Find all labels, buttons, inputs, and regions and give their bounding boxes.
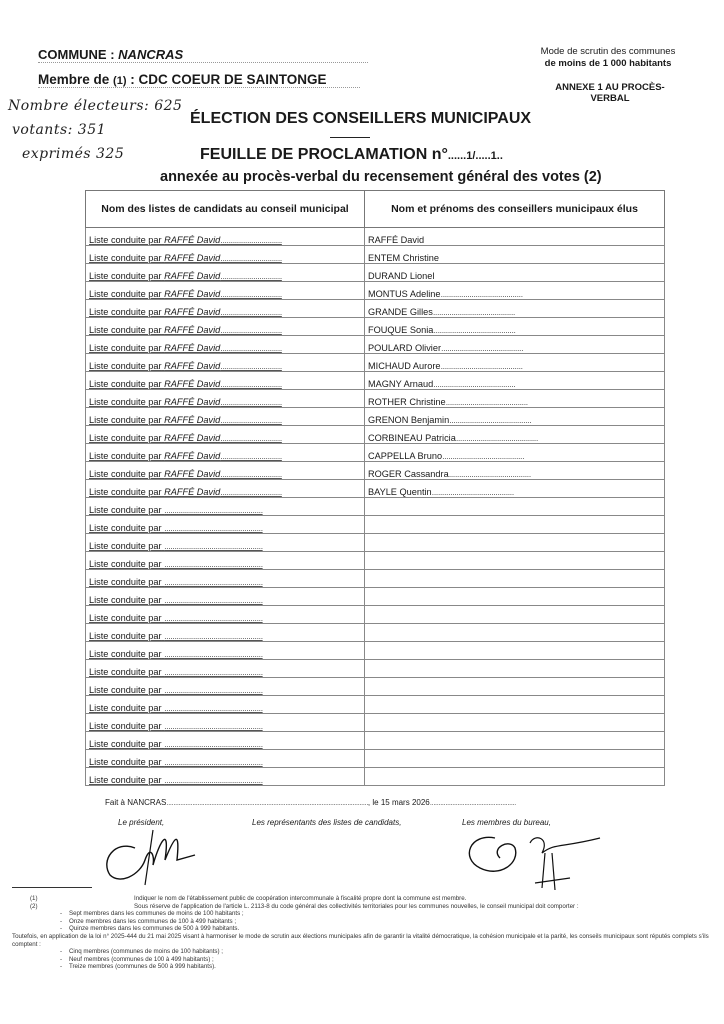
dotted-leader: ................................................ <box>164 649 263 659</box>
dotted-leader: .............................. <box>220 271 282 281</box>
dotted-leader: .............................. <box>220 379 282 389</box>
dotted-leader: .............................. <box>220 415 282 425</box>
elected-cell <box>365 696 665 714</box>
table-row <box>86 390 665 408</box>
dotted-leader: ........................................ <box>455 433 538 443</box>
elected-cell <box>365 336 665 354</box>
dotted-leader: ................................................ <box>164 703 263 713</box>
bullet-text: Onze membres dans les communes de 100 à 499 habitants ; <box>68 917 237 925</box>
mode-scrutin <box>528 46 688 70</box>
elected-name: DURAND Lionel <box>368 271 435 281</box>
list-head-name: RAFFÉ David <box>164 451 221 461</box>
dotted-leader: .............................. <box>220 325 282 335</box>
dotted-leader: .............................. <box>220 451 282 461</box>
membre-field: Membre de (1) : CDC COEUR DE SAINTONGE <box>38 72 360 88</box>
list-prefix: Liste conduite par <box>89 415 162 425</box>
table-row <box>86 282 665 300</box>
elected-name: POULARD Olivier <box>368 343 442 353</box>
dotted-leader: ................................................ <box>164 685 263 695</box>
list-head-name: RAFFÉ David <box>164 379 221 389</box>
elected-name: GRANDE Gilles <box>368 307 433 317</box>
fait-a: Fait à NANCRAS <box>105 798 167 807</box>
table-row <box>86 444 665 462</box>
list-prefix: Liste conduite par <box>89 775 162 785</box>
membre-ref: (1) <box>113 75 127 87</box>
list-head-name: RAFFÉ David <box>164 235 221 245</box>
table-row <box>86 300 665 318</box>
dotted-leader: .............................. <box>220 235 282 245</box>
list-cell <box>86 228 365 246</box>
elected-cell <box>365 534 665 552</box>
list-prefix: Liste conduite par <box>89 649 162 659</box>
elected-cell <box>365 732 665 750</box>
table-row <box>86 498 665 516</box>
list-head-name: RAFFÉ David <box>164 343 221 353</box>
header-lists: Nom des listes de candidats au conseil municipal <box>86 191 365 228</box>
table-row <box>86 588 665 606</box>
dotted-leader: ................................................ <box>164 721 263 731</box>
footnote-divider <box>12 887 92 888</box>
elected-cell <box>365 678 665 696</box>
elected-cell <box>365 408 665 426</box>
list-cell <box>86 750 365 768</box>
table-row <box>86 696 665 714</box>
list-head-name: RAFFÉ David <box>164 415 221 425</box>
list-prefix: Liste conduite par <box>89 721 162 731</box>
dotted-leader: ........................................ <box>440 289 523 299</box>
table-row <box>86 624 665 642</box>
list-prefix: Liste conduite par <box>89 451 162 461</box>
dotted-leader: .............................. <box>220 361 282 371</box>
footnote-2-label: (2) <box>30 902 38 910</box>
footnote-bullet: - Treize membres (communes de 500 à 999 habitants). <box>60 963 216 971</box>
footnote-toutefois: Toutefois, en application de la loi n° 2025-444 du 21 mai 2025 visant à harmoniser le mode de scrutin aux élections municipales afin de garantir la vitalité démocratique, la cohésion municipale et la parité, les conseils municipaux sont réputés complets s'ils comptent : <box>12 932 709 948</box>
table-row <box>86 336 665 354</box>
elected-cell <box>365 228 665 246</box>
elected-name: RAFFÉ David <box>368 235 425 245</box>
list-cell <box>86 390 365 408</box>
dotted-leader: ........................................ <box>441 343 524 353</box>
dotted-leader: ................................................ <box>164 541 263 551</box>
elected-cell <box>365 768 665 786</box>
list-head-name: RAFFÉ David <box>164 271 221 281</box>
table-row <box>86 534 665 552</box>
table-row <box>86 678 665 696</box>
list-cell <box>86 426 365 444</box>
membres-label: Les membres du bureau, <box>462 818 551 827</box>
elected-cell <box>365 462 665 480</box>
list-prefix: Liste conduite par <box>89 505 162 515</box>
footnote-bullet: - Onze membres dans les communes de 100 à 499 habitants ; <box>60 917 237 925</box>
president-label: Le président, <box>118 818 165 827</box>
list-prefix: Liste conduite par <box>89 235 162 245</box>
table-row <box>86 606 665 624</box>
list-cell <box>86 246 365 264</box>
list-prefix: Liste conduite par <box>89 325 162 335</box>
dotted-leader: ........................................ <box>449 415 532 425</box>
list-head-name: RAFFÉ David <box>164 361 221 371</box>
list-cell <box>86 336 365 354</box>
dotted-leader: ........................................ <box>433 325 516 335</box>
list-cell <box>86 534 365 552</box>
table-row <box>86 714 665 732</box>
list-head-name: RAFFÉ David <box>164 433 221 443</box>
elected-name: MONTUS Adeline <box>368 289 441 299</box>
footnote-1-text: Indiquer le nom de l'établissement public de coopération intercommunale à fiscalité propre dont la commune est membre. <box>134 895 467 902</box>
list-cell <box>86 768 365 786</box>
list-prefix: Liste conduite par <box>89 433 162 443</box>
table-row <box>86 228 665 246</box>
table-row <box>86 642 665 660</box>
list-cell <box>86 516 365 534</box>
list-cell <box>86 318 365 336</box>
list-head-name: RAFFÉ David <box>164 325 221 335</box>
president-signature <box>95 820 205 890</box>
elected-cell <box>365 282 665 300</box>
dotted-leader: ........................................ <box>442 451 525 461</box>
elected-name: GRENON Benjamin <box>368 415 450 425</box>
list-prefix: Liste conduite par <box>89 289 162 299</box>
footnotes <box>12 895 712 971</box>
elected-cell <box>365 444 665 462</box>
elected-cell <box>365 660 665 678</box>
representants-label: Les représentants des listes de candidats, <box>252 818 402 827</box>
list-prefix: Liste conduite par <box>89 541 162 551</box>
dotted-leader: ................................................ <box>164 613 263 623</box>
annexee-subtitle: annexée au procès-verbal du recensement général des votes (2) <box>160 169 602 185</box>
table-row <box>86 750 665 768</box>
bullet-text: Treize membres (communes de 500 à 999 habitants). <box>68 963 216 971</box>
dotted-leader: ................................................ <box>164 739 263 749</box>
list-cell <box>86 408 365 426</box>
dotted-leader: .............................. <box>220 397 282 407</box>
bullet-text: Cinq membres (communes de moins de 100 habitants) ; <box>68 948 224 956</box>
feuille-title <box>200 146 503 164</box>
table-row <box>86 246 665 264</box>
dotted-leader: .............................. <box>220 487 282 497</box>
list-prefix: Liste conduite par <box>89 595 162 605</box>
elected-cell <box>365 354 665 372</box>
elected-name: MICHAUD Aurore <box>368 361 441 371</box>
table-row <box>86 462 665 480</box>
bullet-text: Sept membres dans les communes de moins de 100 habitants ; <box>68 910 244 918</box>
list-head-name: RAFFÉ David <box>164 307 221 317</box>
list-cell <box>86 354 365 372</box>
list-cell <box>86 372 365 390</box>
list-head-name: RAFFÉ David <box>164 253 221 263</box>
table-row <box>86 660 665 678</box>
bullet-text: Quinze membres dans les communes de 500 à 999 habitants. <box>68 925 240 933</box>
elected-name: ENTEM Christine <box>368 253 439 263</box>
mode-line2: de moins de 1 000 habitants <box>544 58 672 69</box>
footnote-bullet: - Neuf membres (communes de 100 à 499 habitants) ; <box>60 955 214 963</box>
handwritten-electeurs: Nombre électeurs: 625 <box>8 98 183 114</box>
list-prefix: Liste conduite par <box>89 253 162 263</box>
dotted-leader: ........................................ <box>440 361 523 371</box>
list-head-name: RAFFÉ David <box>164 289 221 299</box>
handwritten-votants: votants: 351 <box>12 122 107 138</box>
list-prefix: Liste conduite par <box>89 757 162 767</box>
bullet-text: Neuf membres (communes de 100 à 499 habitants) ; <box>68 955 214 963</box>
table-row <box>86 426 665 444</box>
fait-date: le 15 mars 2026 <box>372 798 430 807</box>
membre-label: Membre de <box>38 72 110 87</box>
commune-value: NANCRAS <box>118 47 184 62</box>
elected-cell <box>365 426 665 444</box>
list-cell <box>86 606 365 624</box>
table-row <box>86 570 665 588</box>
dotted-leader: ................................................ <box>164 505 263 515</box>
list-cell <box>86 588 365 606</box>
list-prefix: Liste conduite par <box>89 703 162 713</box>
list-cell <box>86 732 365 750</box>
dotted-leader: ........................................ <box>431 487 514 497</box>
membres-signature <box>460 828 610 898</box>
list-head-name: RAFFÉ David <box>164 397 221 407</box>
dotted-leader: ........................................ <box>448 469 531 479</box>
commune-field: COMMUNE : NANCRAS <box>38 47 368 63</box>
footnote-bullet: - Sept membres dans les communes de moins de 100 habitants ; <box>60 910 244 918</box>
dotted-leader: ........................................ <box>445 397 528 407</box>
elected-name: ROTHER Christine <box>368 397 446 407</box>
list-cell <box>86 642 365 660</box>
footnote-bullet: - Cinq membres (communes de moins de 100 habitants) ; <box>60 948 224 956</box>
list-prefix: Liste conduite par <box>89 685 162 695</box>
list-cell <box>86 300 365 318</box>
elected-name: BAYLE Quentin <box>368 487 432 497</box>
elected-cell <box>365 606 665 624</box>
list-cell <box>86 714 365 732</box>
commune-label: COMMUNE <box>38 47 107 62</box>
annexe-label: ANNEXE 1 AU PROCÈS-VERBAL <box>555 82 665 104</box>
feuille-number: ......1/.....1.. <box>447 150 503 162</box>
elected-cell <box>365 516 665 534</box>
dotted-leader: ................................................ <box>164 757 263 767</box>
elected-cell <box>365 552 665 570</box>
list-prefix: Liste conduite par <box>89 613 162 623</box>
list-cell <box>86 498 365 516</box>
table-row <box>86 264 665 282</box>
dotted-leader: .............................. <box>220 289 282 299</box>
list-prefix: Liste conduite par <box>89 397 162 407</box>
list-prefix: Liste conduite par <box>89 361 162 371</box>
elected-cell <box>365 714 665 732</box>
election-title: ÉLECTION DES CONSEILLERS MUNICIPAUX <box>190 110 532 127</box>
elected-name: CORBINEAU Patricia <box>368 433 456 443</box>
elected-cell <box>365 588 665 606</box>
table-row <box>86 732 665 750</box>
footnote-2-text: Sous réserve de l'application de l'article L. 2113-8 du code général des collectivités territoriales pour les communes nouvelles, le conseil municipal doit comporter : <box>134 902 579 910</box>
table-row <box>86 354 665 372</box>
feuille-prefix: FEUILLE DE PROCLAMATION n° <box>200 146 448 163</box>
footnote-1-label: (1) <box>30 895 38 902</box>
list-cell <box>86 552 365 570</box>
list-prefix: Liste conduite par <box>89 307 162 317</box>
list-prefix: Liste conduite par <box>89 343 162 353</box>
list-cell <box>86 696 365 714</box>
list-head-name: RAFFÉ David <box>164 487 221 497</box>
elected-name: ROGER Cassandra <box>368 469 449 479</box>
membre-value: CDC COEUR DE SAINTONGE <box>138 72 327 87</box>
elected-cell <box>365 372 665 390</box>
elected-cell <box>365 480 665 498</box>
list-head-name: RAFFÉ David <box>164 469 221 479</box>
dotted-leader: ................................................ <box>164 775 263 785</box>
proclamation-table <box>85 190 665 786</box>
dotted-leader: .............................. <box>220 307 282 317</box>
table-row <box>86 768 665 786</box>
list-prefix: Liste conduite par <box>89 577 162 587</box>
elected-cell <box>365 264 665 282</box>
list-cell <box>86 660 365 678</box>
list-prefix: Liste conduite par <box>89 739 162 749</box>
list-cell <box>86 462 365 480</box>
table-row <box>86 372 665 390</box>
dotted-leader: ................................................ <box>164 523 263 533</box>
table-row <box>86 408 665 426</box>
list-cell <box>86 264 365 282</box>
elected-cell <box>365 624 665 642</box>
list-prefix: Liste conduite par <box>89 271 162 281</box>
dotted-leader: .............................. <box>220 343 282 353</box>
dotted-leader: .............................. <box>220 433 282 443</box>
table-row <box>86 318 665 336</box>
list-prefix: Liste conduite par <box>89 469 162 479</box>
elected-cell <box>365 750 665 768</box>
dotted-leader: ........................................ <box>433 379 516 389</box>
list-cell <box>86 678 365 696</box>
list-prefix: Liste conduite par <box>89 487 162 497</box>
dotted-leader: ................................................ <box>164 577 263 587</box>
handwritten-exprimes: exprimés 325 <box>22 146 125 162</box>
dotted-leader: ................................................ <box>164 595 263 605</box>
list-prefix: Liste conduite par <box>89 379 162 389</box>
dotted-leader: ................................................ <box>164 631 263 641</box>
list-cell <box>86 444 365 462</box>
list-prefix: Liste conduite par <box>89 631 162 641</box>
fait-line: Fait à NANCRAS....................................................................................................................., le 15 mars 2026.................................................. <box>105 798 516 807</box>
dotted-leader: ................................................ <box>164 667 263 677</box>
footnote-bullet: - Quinze membres dans les communes de 500 à 999 habitants. <box>60 925 240 933</box>
table-row <box>86 480 665 498</box>
dotted-leader: .............................. <box>220 469 282 479</box>
elected-cell <box>365 642 665 660</box>
elected-cell <box>365 300 665 318</box>
elected-cell <box>365 246 665 264</box>
list-cell <box>86 570 365 588</box>
list-prefix: Liste conduite par <box>89 667 162 677</box>
table-row <box>86 552 665 570</box>
title-divider <box>330 137 370 138</box>
list-cell <box>86 624 365 642</box>
dotted-leader: ........................................ <box>432 307 515 317</box>
elected-cell <box>365 318 665 336</box>
elected-cell <box>365 570 665 588</box>
elected-name: MAGNY Arnaud <box>368 379 434 389</box>
table-row <box>86 516 665 534</box>
elected-cell <box>365 390 665 408</box>
elected-name: FOUQUE Sonia <box>368 325 434 335</box>
elected-name: CAPPELLA Bruno <box>368 451 443 461</box>
mode-line1: Mode de scrutin des communes <box>540 46 676 57</box>
list-prefix: Liste conduite par <box>89 559 162 569</box>
dotted-leader: .............................. <box>220 253 282 263</box>
elected-cell <box>365 498 665 516</box>
header-elected: Nom et prénoms des conseillers municipaux élus <box>365 191 665 228</box>
list-cell <box>86 480 365 498</box>
dotted-leader: ................................................ <box>164 559 263 569</box>
list-cell <box>86 282 365 300</box>
list-prefix: Liste conduite par <box>89 523 162 533</box>
